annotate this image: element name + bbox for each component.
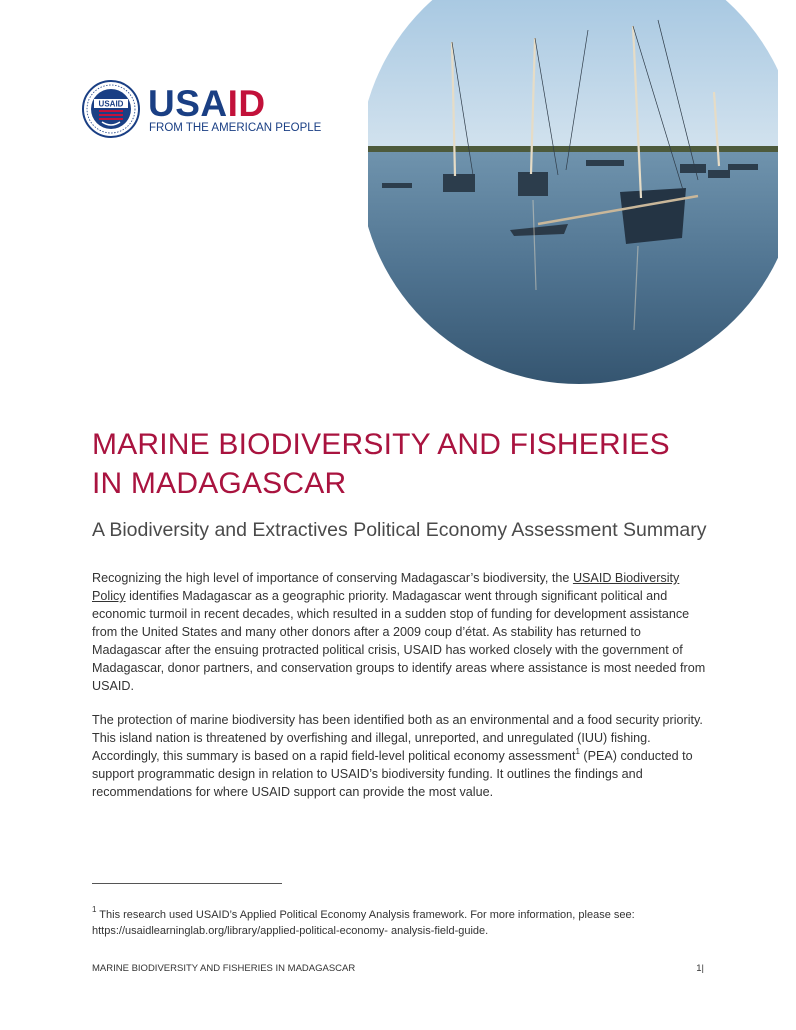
page-subtitle: A Biodiversity and Extractives Political Economy Assessment Summary [92,519,707,541]
running-footer: MARINE BIODIVERSITY AND FISHERIES IN MADAGASCAR [92,963,356,974]
marine-part-1: The protection of marine biodiversity has been identified both as an environmental and a food security priority. This island nation is threatened by overfishing and illegal, unreported, and unregulated (IUU) fishing. Accordingly, this summary is based on a rapid field-level political economy assessment [92,713,703,763]
footnote [92,907,707,939]
usaid-logo [82,80,322,142]
title-line-1: MARINE BIODIVERSITY AND FISHERIES [92,428,670,461]
intro-lead: Recognizing the high level of importance of conserving Madagascar’s biodiversity, the [92,571,573,585]
title-line-2: IN MADAGASCAR [92,467,347,500]
brand-suffix: ID [227,83,266,124]
footnote-divider [92,883,282,884]
footnote-text: This research used USAID’s Applied Political Economy Analysis framework. For more information, please see: https://usaidlearninglab.org/library/applied-political-economy- analysis-field-guide. [92,909,635,937]
page-title [92,425,670,503]
footnote-number: 1 [92,905,97,914]
marine-paragraph [92,711,707,801]
intro-rest: identifies Madagascar as a geographic priority. Madagascar went through significant political and economic turmoil in recent decades, which resulted in a sudden stop of funding for development assistance from the United States and many other donors after a 2009 coup d’état. As stability has returned to Madagascar after the ensuing protracted political crisis, USAID has worked closely with the government of Madagascar, donor partners, and conservation groups to identify areas where assistance is most needed from USAID. [92,589,706,693]
seal-label: USAID [98,99,124,109]
boats-photo-icon [368,0,778,384]
footnote-reference[interactable]: 1 [575,747,580,756]
usaid-wordmark [148,84,266,124]
brand-prefix: USA [148,83,228,124]
usaid-seal-icon [82,80,140,138]
logo-tagline: FROM THE AMERICAN PEOPLE [149,122,322,134]
marine-part-2: (PEA) conducted to support programmatic design in relation to USAID’s biodiversity funding. It outlines the findings and recommendations for where USAID support can provide the most value. [92,749,693,799]
hero-photo [368,0,778,384]
intro-paragraph [92,569,707,695]
page-number: 1| [696,963,704,974]
biodiversity-policy-link[interactable]: USAID Biodiversity Policy [92,571,680,603]
